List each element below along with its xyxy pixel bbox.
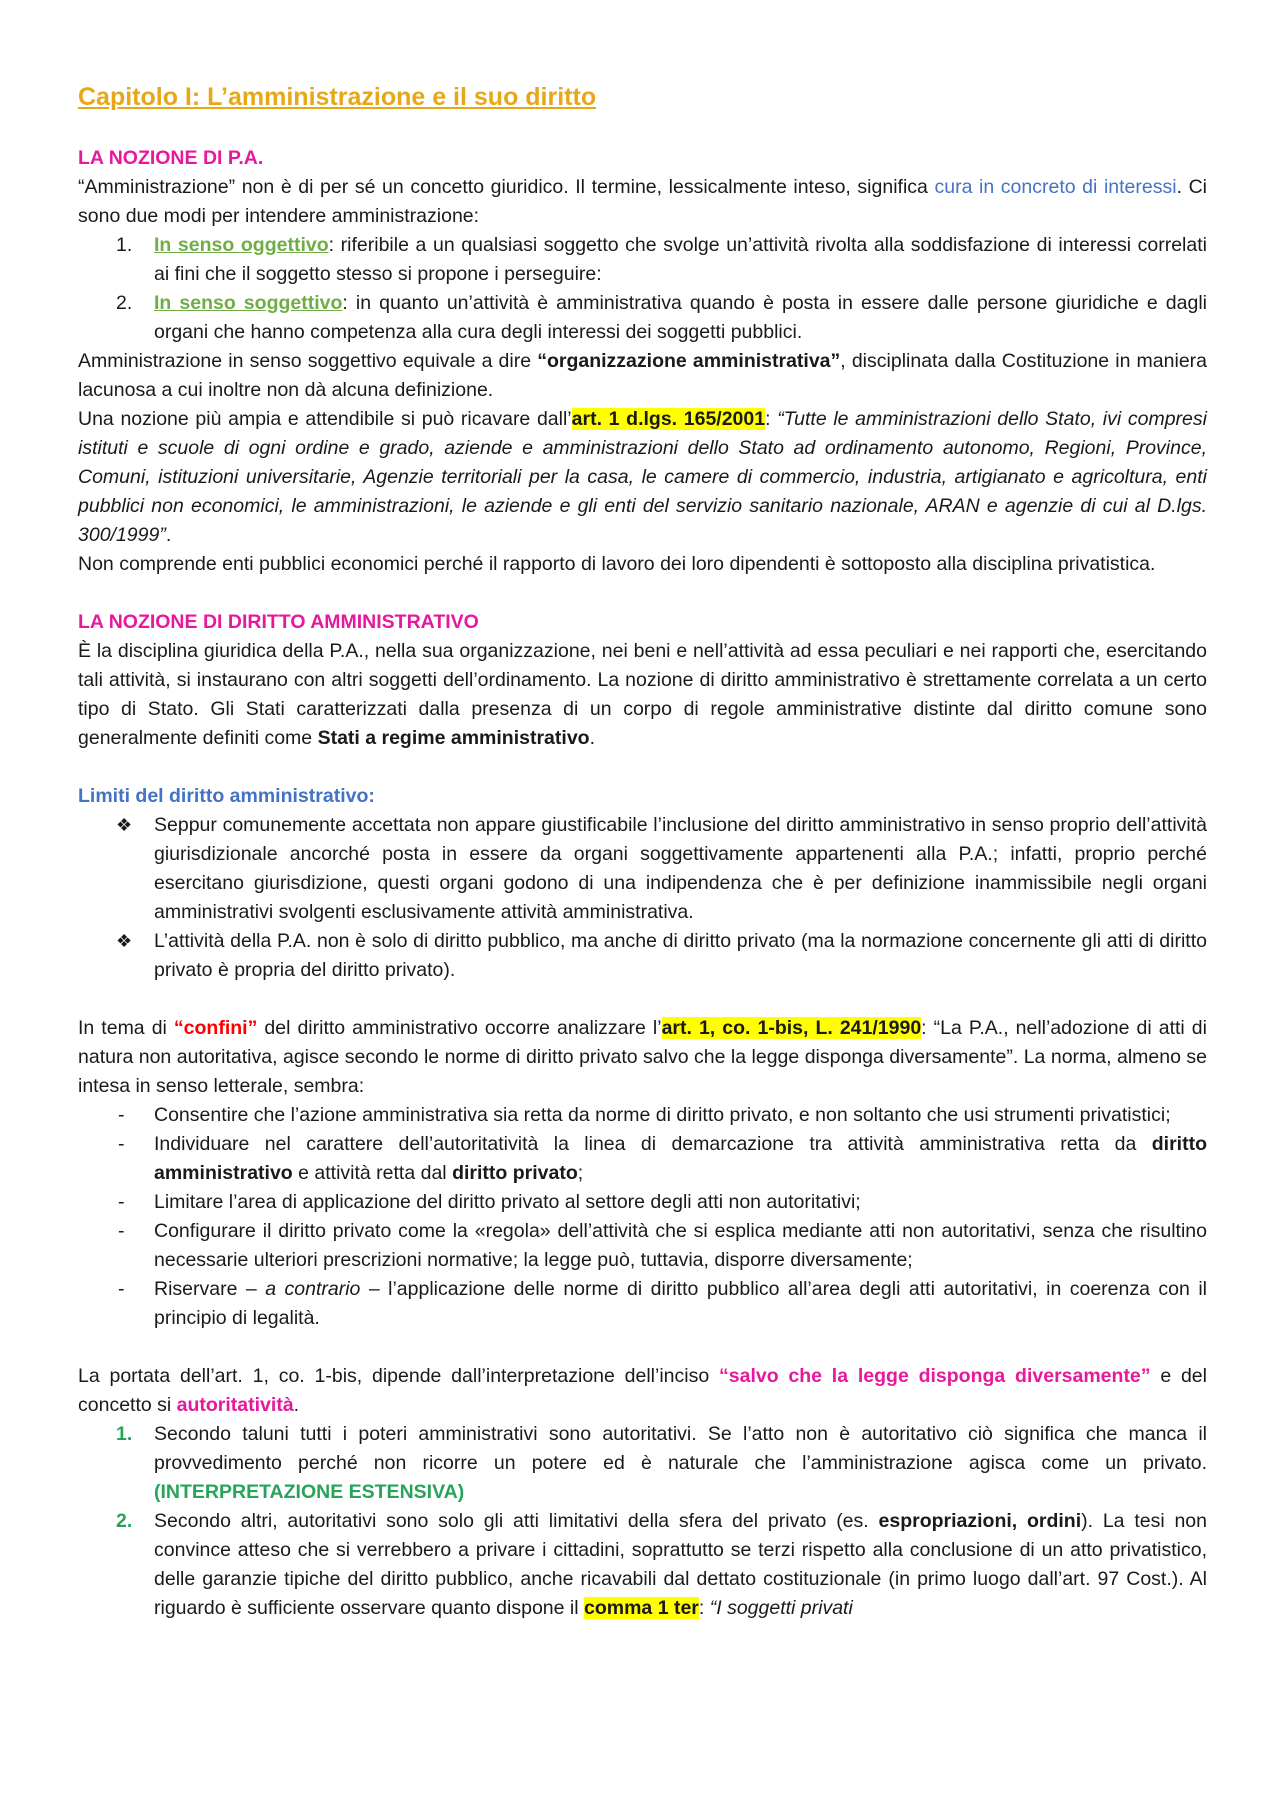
numbered-list-interpretazioni [78, 1420, 1207, 1623]
list-item: - Riservare – a contrario – l’applicazione delle norme di diritto pubblico all’area degli atti autoritativi, in coerenza con il principio di legalità. [118, 1278, 1207, 1329]
term-autoritativita: autoritatività [176, 1394, 294, 1416]
diamond-bullet-list [78, 811, 1207, 985]
list-item: - Limitare l’area di applicazione del diritto privato al settore degli atti non autoritativi; [118, 1191, 861, 1213]
paragraph-art1: Una nozione più ampia e attendibile si può ricavare dall’art. 1 d.lgs. 165/2001: “Tutte le amministrazioni dello Stato, ivi compresi istituti e scuole di ogni ordine e grado, aziende e amministrazioni dello Stato ad ordinamento autonomo, Regioni, Province, Comuni, istituzioni universitarie, Agenzie territoriali per la casa, le camere di commercio, industria, artigianato e agricoltura, enti pubblici non economici, le amministrazioni, le aziende e gli enti del servizio sanitario nazionale, ARAN e agenzie di cui al D.lgs. 300/1999”. [78, 408, 1207, 546]
intro-paragraph: “Amministrazione” non è di per sé un concetto giuridico. Il termine, lessicalmente inteso, significa cura in concreto di interessi. Ci sono due modi per intendere amministrazione: [78, 176, 1208, 227]
list-item: 2. Secondo altri, autoritativi sono solo gli atti limitativi della sfera del privato (es. espropriazioni, ordini). La tesi non convince atteso che si verrebbero a privare i cittadini, soprattutto se terzi rispetto alla conclusione di un atto privatistico, delle garanzie tipiche del diritto pubblico, anche ricavabili dal dettato costituzionale (in primo luogo dall’art. 97 Cost.). Al riguardo è sufficiente osservare quanto dispone il comma 1 ter: “I soggetti privati [116, 1510, 1207, 1619]
paragraph-enti-economici: Non comprende enti pubblici economici perché il rapporto di lavoro dei loro dipendenti è sottoposto alla disciplina privatistica. [78, 553, 1156, 575]
quote-art1: “Tutte le amministrazioni dello Stato, ivi compresi istituti e scuole di ogni ordine e grado, aziende e amministrazioni dello Stato ad ordinamento autonomo, Regioni, Province, Comuni, istituzioni universitarie, Agenzie territoriali per la casa, le camere di commercio, industria, artigianato e agricoltura, enti pubblici non economici, le amministrazioni, le aziende e gli enti del servizio sanitario nazionale, ARAN e agenzie di cui al D.lgs. 300/1999” [78, 408, 1207, 546]
label-interpretazione-estensiva: (INTERPRETAZIONE ESTENSIVA) [154, 1481, 465, 1503]
paragraph-confini: In tema di “confini” del diritto amministrativo occorre analizzare l’art. 1, co. 1-bis, L. 241/1990: “La P.A., nell’adozione di atti di natura non autoritativa, agisce secondo le norme di diritto privato salvo che la legge disponga diversamente”. La norma, almeno se intesa in senso letterale, sembra: [78, 1017, 1207, 1097]
highlight-art1-dlgs: art. 1 d.lgs. 165/2001 [571, 408, 766, 430]
section-heading-pa: LA NOZIONE DI P.A. [78, 147, 264, 169]
paragraph-portata: La portata dell’art. 1, co. 1-bis, dipende dall’interpretazione dell’inciso “salvo che la legge disponga diversamente” e del concetto si autoritatività. [78, 1365, 1207, 1416]
list-item: - Individuare nel carattere dell’autoritatività la linea di demarcazione tra attività amministrativa retta da diritto amministrativo e attività retta dal diritto privato; [118, 1133, 1207, 1184]
diamond-bullet-icon: ❖ [116, 931, 133, 951]
list-item: ❖ L’attività della P.A. non è solo di diritto pubblico, ma anche di diritto privato (ma la normazione concernente gli atti di diritto privato è propria del diritto privato). [78, 927, 1207, 985]
list-item: - Consentire che l’azione amministrativa sia retta da norme di diritto privato, e non soltanto che usi strumenti privatistici; [118, 1104, 1171, 1126]
term-salvo-che: “salvo che la legge disponga diversamente” [719, 1365, 1151, 1387]
list-item: 2. In senso soggettivo: in quanto un’attività è amministrativa quando è posta in essere dalle persone giuridiche e dagli organi che hanno competenza alla cura degli interessi dei soggetti pubblici. [116, 292, 1207, 343]
paragraph-organizzazione: Amministrazione in senso soggettivo equivale a dire “organizzazione amministrativa”, disciplinata dalla Costituzione in maniera lacunosa a cui inoltre non dà alcuna definizione. [78, 350, 1208, 401]
highlight-art1-l241: art. 1, co. 1-bis, L. 241/1990 [661, 1017, 922, 1039]
term-confini: “confini” [173, 1017, 258, 1039]
term-oggettivo: In senso oggettivo [154, 234, 329, 256]
chapter-title: Capitolo I: L’amministrazione e il suo diritto [78, 83, 597, 111]
list-item: 1. In senso oggettivo: riferibile a un qualsiasi soggetto che svolge un’attività rivolta alla soddisfazione di interessi correlati ai fini che il soggetto stesso si propone i perseguire: [116, 234, 1207, 285]
dash-list [78, 1101, 1207, 1333]
section-heading-diritto-amministrativo: LA NOZIONE DI DIRITTO AMMINISTRATIVO [78, 611, 479, 633]
section-heading-limiti: Limiti del diritto amministrativo: [78, 785, 375, 807]
highlight-comma-1-ter: comma 1 ter [584, 1597, 699, 1619]
list-item: 1. Secondo taluni tutti i poteri amministrativi sono autoritativi. Se l’atto non è autoritativo ciò significa che manca il provvedimento perché non ricorre un potere ed è naturale che l’amministrazione agisca come un privato. (INTERPRETAZIONE ESTENSIVA) [116, 1423, 1207, 1503]
list-item: ❖ Seppur comunemente accettata non appare giustificabile l’inclusione del diritto amministrativo in senso proprio dell’attività giurisdizionale ancorché posta in essere da organi soggettivamente appartenenti alla P.A.; infatti, proprio perché esercitano giurisdizione, questi organi godono di una indipendenza che è per definizione inammissibile negli organi amministrativi svolgenti esclusivamente attività amministrativa. [78, 811, 1207, 927]
term-soggettivo: In senso soggettivo [154, 292, 343, 314]
list-item: - Configurare il diritto privato come la «regola» dell’attività che si esplica mediante atti non autoritativi, senza che risultino necessarie ulteriori prescrizioni normative; la legge può, tuttavia, disporre diversamente; [118, 1220, 1207, 1271]
paragraph-disciplina: È la disciplina giuridica della P.A., nella sua organizzazione, nei beni e nell’attività ad essa peculiari e nei rapporti che, esercitando tali attività, si instaurano con altri soggetti dell’ordinamento. La nozione di diritto amministrativo è strettamente correlata a un certo tipo di Stato. Gli Stati caratterizzati dalla presenza di un corpo di regole amministrative distinte dal diritto comune sono generalmente definiti come Stati a regime amministrativo. [78, 640, 1207, 749]
blue-highlight-text: cura in concreto di interessi [934, 176, 1177, 198]
diamond-bullet-icon: ❖ [116, 815, 133, 835]
numbered-list-senses [78, 231, 1207, 347]
